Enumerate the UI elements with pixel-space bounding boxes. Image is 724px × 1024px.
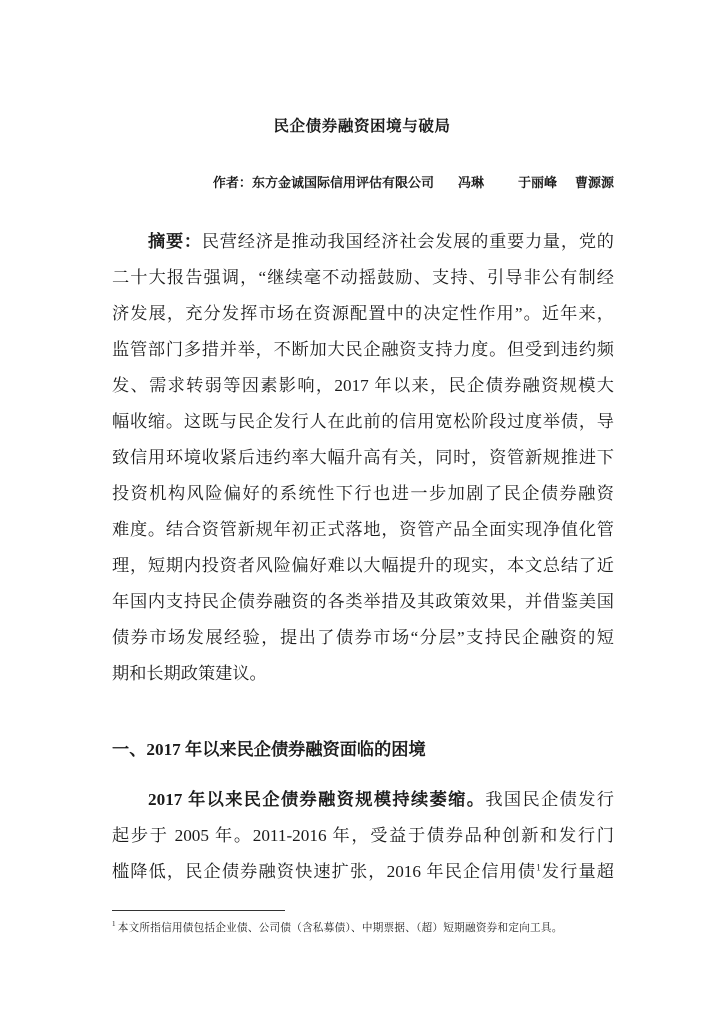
abstract-line-12: 债券市场发展经验，提出了债券市场“分层”支持民企融资的短	[112, 628, 614, 647]
footnote-text: 本文所指信用债包括企业债、公司债（含私募债）、中期票据、（超）短期融资券和定向工具。	[117, 923, 563, 934]
section-1-paragraph-1	[112, 782, 614, 890]
author-name-2: 于丽峰	[517, 175, 557, 190]
paragraph-line-3	[112, 854, 614, 890]
footnote	[112, 921, 563, 937]
paper-title: 民企债券融资困境与破局	[273, 118, 451, 135]
paragraph-line-1-rest: 我国民企债发行	[485, 790, 614, 809]
abstract-line-1-text: 民营经济是推动我国经济社会发展的重要力量，党的	[201, 232, 614, 251]
author-label: 作者：	[212, 175, 252, 190]
paragraph-lead-sentence: 2017 年以来民企债券融资规模持续萎缩。	[148, 790, 486, 809]
section-1-heading: 一、2017 年以来民企债券融资面临的困境	[112, 740, 426, 759]
abstract-line-3: 济发展，充分发挥市场在资源配置中的决定性作用”。近年来，	[112, 304, 614, 323]
author-organization: 东方金诚国际信用评估有限公司	[251, 175, 434, 190]
author-name-3: 曹源源	[574, 175, 614, 190]
paragraph-line-3-after-ref: 发行量超	[540, 862, 614, 881]
abstract-line-2: 二十大报告强调，“继续毫不动摇鼓励、支持、引导非公有制经	[112, 268, 614, 287]
paragraph-line-1	[112, 782, 614, 818]
abstract-line-7: 致信用环境收紧后违约率大幅升高有关，同时，资管新规推进下	[112, 448, 614, 467]
abstract-line-1	[112, 224, 614, 260]
abstract-line-13: 期和长期政策建议。	[112, 664, 267, 683]
abstract-line-11: 年国内支持民企债券融资的各类举措及其政策效果，并借鉴美国	[112, 592, 614, 611]
abstract-label: 摘要：	[148, 232, 202, 251]
abstract-line-4: 监管部门多措并举，不断加大民企融资支持力度。但受到违约频	[112, 340, 614, 359]
author-name-1: 冯琳	[457, 175, 484, 190]
paragraph-line-3-before-ref: 槛降低，民企债券融资快速扩张，2016 年民企信用债	[112, 862, 537, 881]
abstract-line-6: 幅收缩。这既与民企发行人在此前的信用宽松阶段过度举债，导	[112, 412, 614, 431]
footnote-separator	[112, 910, 285, 911]
abstract-line-5: 发、需求转弱等因素影响，2017 年以来，民企债券融资规模大	[112, 376, 614, 395]
paragraph-line-2: 起步于 2005 年。2011-2016 年，受益于债券品种创新和发行门	[112, 826, 614, 845]
footnote-marker: 1	[112, 920, 116, 929]
author-line	[213, 173, 614, 193]
abstract-line-10: 理，短期内投资者风险偏好难以大幅提升的现实，本文总结了近	[112, 556, 614, 575]
abstract-paragraph	[112, 224, 614, 692]
abstract-line-9: 难度。结合资管新规年初正式落地，资管产品全面实现净值化管	[112, 520, 614, 539]
abstract-line-8: 投资机构风险偏好的系统性下行也进一步加剧了民企债券融资	[112, 484, 614, 503]
footnote-reference: 1	[536, 862, 541, 873]
